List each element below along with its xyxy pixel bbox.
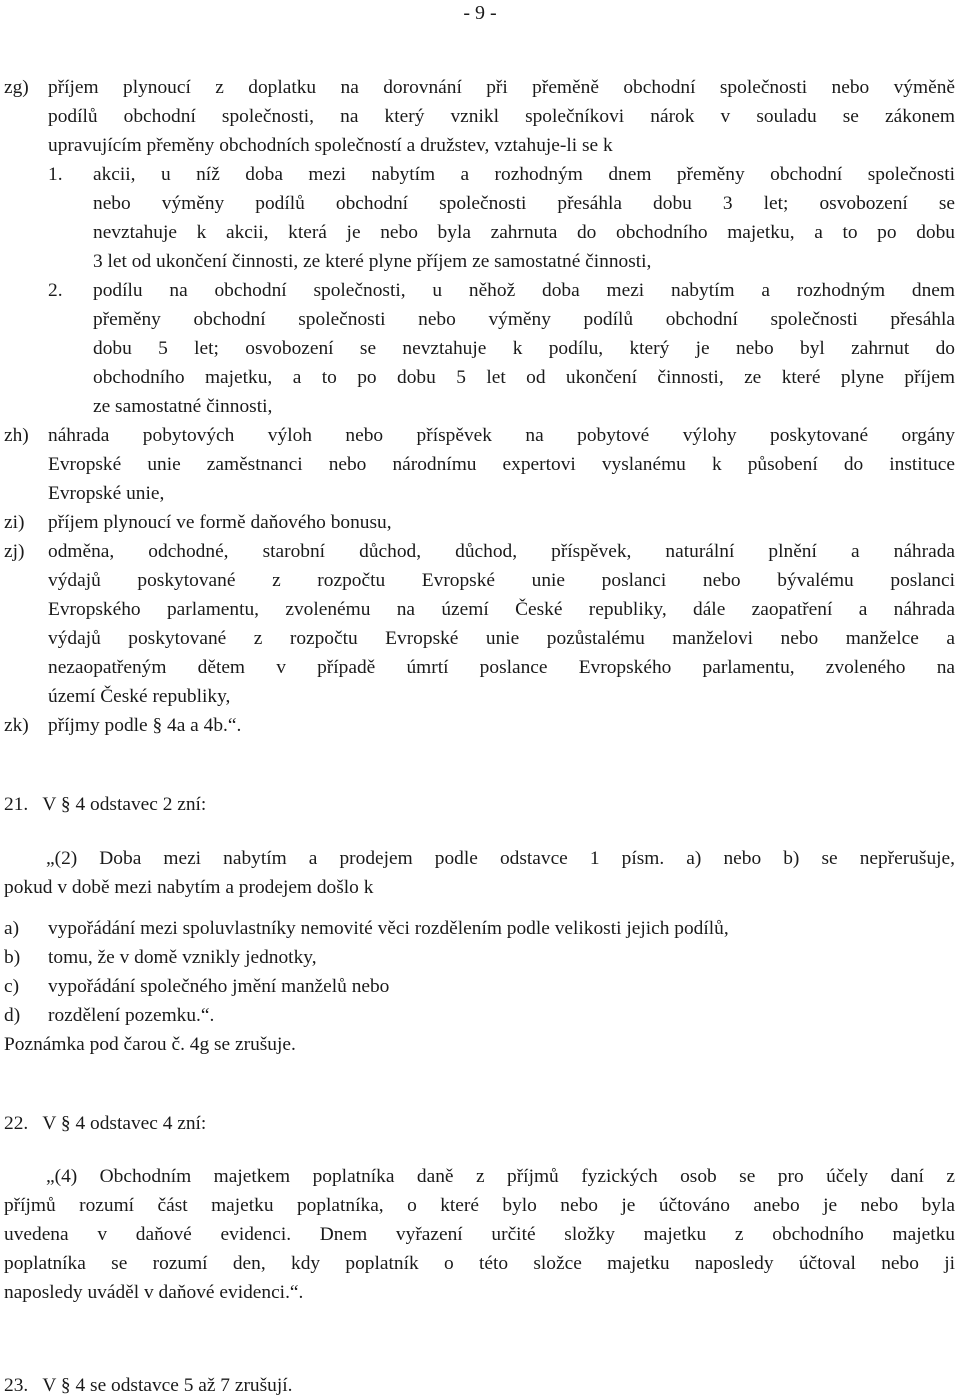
para-text: pokud v době mezi nabytím a prodejem došlo k [4, 877, 374, 898]
item-label: zk) [4, 715, 29, 736]
para-text: naposledy uváděl v daňové evidenci.“. [4, 1282, 304, 1303]
item-text: upravujícím přeměny obchodních společností a družstev, vztahuje-li se k [48, 135, 613, 156]
item-text: příjem plynoucí z doplatku na dorovnání při přeměně obchodní společnosti nebo výměně [48, 77, 955, 98]
para-text: uvedena v daňové evidenci. Dnem vyřazení určité složky majetku z obchodního majetku [4, 1224, 955, 1245]
item-label: b) [4, 947, 21, 968]
subitem-text: obchodního majetku, a to po dobu 5 let od ukončení činnosti, ze které plyne příjem [93, 367, 955, 388]
item-label: zi) [4, 512, 25, 533]
para-text: „(2) Doba mezi nabytím a prodejem podle odstavce 1 písm. a) nebo b) se nepřerušuje, [46, 848, 955, 869]
item-text: tomu, že v domě vznikly jednotky, [48, 947, 317, 968]
item-text: příjem plynoucí ve formě daňového bonusu, [48, 512, 392, 533]
item-text: výdajů poskytované z rozpočtu Evropské unie pozůstalému manželovi nebo manželce a [48, 628, 955, 649]
item-text: příjmy podle § 4a a 4b.“. [48, 715, 242, 736]
subitem-text: dobu 5 let; osvobození se nevztahuje k podílu, který je nebo byl zahrnut do [93, 338, 955, 359]
para-text: poplatníka se rozumí den, kdy poplatník o této složce majetku naposledy účtoval nebo ji [4, 1253, 955, 1274]
subitem-text: podílu na obchodní společnosti, u něhož doba mezi nabytím a rozhodným dnem [93, 280, 955, 301]
item-text: náhrada pobytových výloh nebo příspěvek na pobytové výlohy poskytované orgány [48, 425, 955, 446]
heading-text: 23. V § 4 se odstavce 5 až 7 zrušují. [4, 1375, 293, 1396]
subitem-text: nevztahuje k akcii, která je nebo byla zahrnuta do obchodního majetku, a to po dobu [93, 222, 955, 243]
item-label: zj) [4, 541, 25, 562]
item-text: území České republiky, [48, 686, 231, 707]
subitem-text: 3 let od ukončení činnosti, ze které plyne příjem ze samostatné činnosti, [93, 251, 652, 272]
heading-text: 22. V § 4 odstavec 4 zní: [4, 1113, 207, 1134]
item-text: vypořádání mezi spoluvlastníky nemovité věci rozdělením podle velikosti jejich podílů, [48, 918, 729, 939]
item-label: c) [4, 976, 20, 997]
item-text: vypořádání společného jmění manželů nebo [48, 976, 390, 997]
note-text: Poznámka pod čarou č. 4g se zrušuje. [4, 1034, 296, 1055]
item-label: d) [4, 1005, 21, 1026]
para-text: „(4) Obchodním majetkem poplatníka daně z příjmů fyzických osob se pro účely daní z [46, 1166, 955, 1187]
item-text: rozdělení pozemku.“. [48, 1005, 215, 1026]
subitem-text: přeměny obchodní společnosti nebo výměny podílů obchodní společnosti přesáhla [93, 309, 955, 330]
item-text: podílů obchodní společnosti, na který vznikl společníkovi nárok v souladu se zákonem [48, 106, 955, 127]
item-label: zh) [4, 425, 29, 446]
item-label: a) [4, 918, 20, 939]
para-text: příjmů rozumí část majetku poplatníka, o které bylo nebo je účtováno anebo je nebo byla [4, 1195, 955, 1216]
subitem-label: 2. [48, 280, 63, 301]
subitem-text: nebo výměny podílů obchodní společnosti přesáhla dobu 3 let; osvobození se [93, 193, 955, 214]
item-text: Evropského parlamentu, zvolenému na území České republiky, dále zaopatření a náhrada [48, 599, 955, 620]
item-text: Evropské unie zaměstnanci nebo národnímu expertovi vyslanému k působení do instituce [48, 454, 955, 475]
heading-text: 21. V § 4 odstavec 2 zní: [4, 794, 207, 815]
item-text: Evropské unie, [48, 483, 165, 504]
page-number: - 9 - [463, 2, 497, 24]
subitem-label: 1. [48, 164, 63, 185]
item-text: nezaopatřeným dětem v případě úmrtí poslance Evropského parlamentu, zvoleného na [48, 657, 955, 678]
item-text: výdajů poskytované z rozpočtu Evropské unie poslanci nebo bývalému poslanci [48, 570, 955, 591]
subitem-text: akcii, u níž doba mezi nabytím a rozhodným dnem přeměny obchodní společnosti [93, 164, 955, 185]
subitem-text: ze samostatné činnosti, [93, 396, 273, 417]
item-label: zg) [4, 77, 29, 98]
item-text: odměna, odchodné, starobní důchod, důchod, příspěvek, naturální plnění a náhrada [48, 541, 955, 562]
